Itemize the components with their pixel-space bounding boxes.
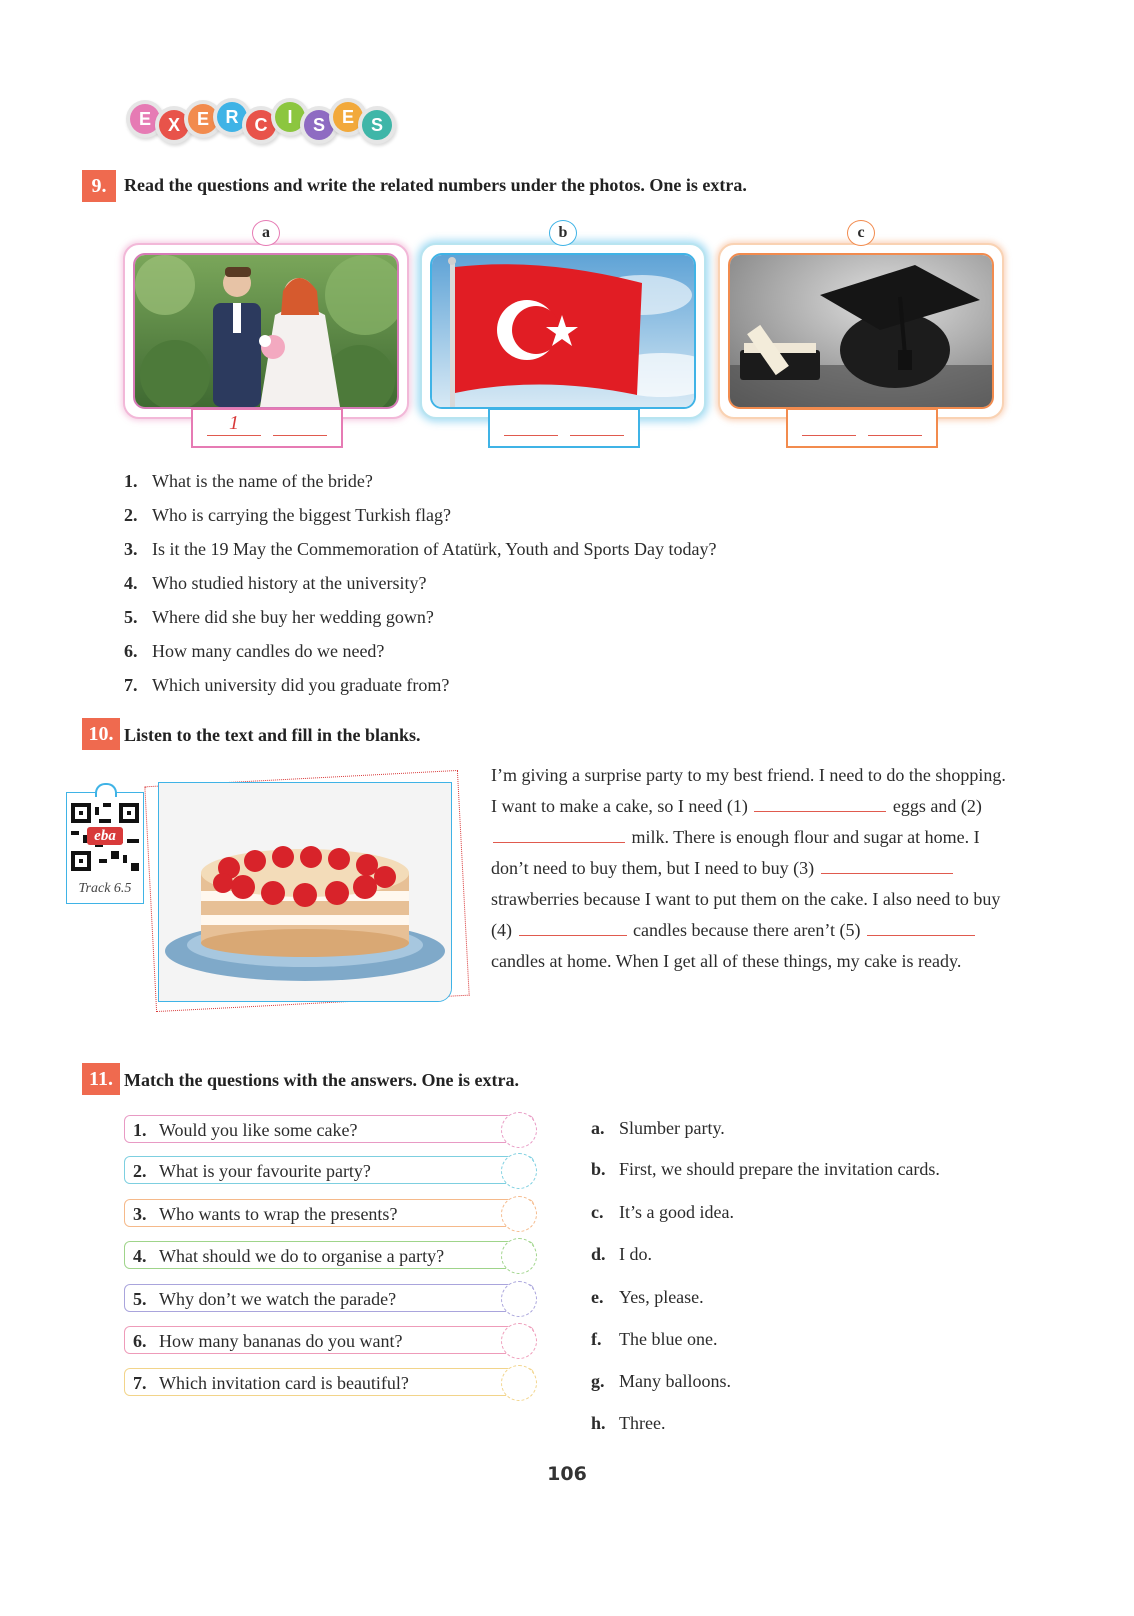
question-number: 3. [133,1204,147,1224]
list-item [124,603,716,637]
photo-tab-a: a [252,220,280,246]
question-text: Why don’t we watch the parade? [159,1289,397,1309]
match-answer-g [591,1371,731,1392]
match-question-6 [124,1326,534,1354]
question-text: Is it the 19 May the Commemoration of Atatürk, Youth and Sports Day today? [152,539,717,559]
question-text: How many bananas do you want? [159,1331,403,1351]
answer-letter: f. [591,1329,602,1349]
answer-box-c[interactable] [786,408,938,448]
answer-blank-a2[interactable] [273,435,327,436]
match-answer-a [591,1118,725,1139]
answer-letter: a. [591,1118,605,1138]
wedding-photo [133,253,399,409]
exercise-10-text [491,760,1011,977]
photo-card-b [420,243,706,419]
photo-card-c [718,243,1004,419]
exercise-10-title: Listen to the text and fill in the blanks. [124,725,421,745]
qr-code-card[interactable] [66,792,144,904]
cake-photo [158,782,452,1002]
blank-2[interactable] [493,826,625,843]
answer-circle-6[interactable] [501,1323,537,1359]
title-letter: E [188,104,218,134]
blank-3[interactable] [821,857,953,874]
match-answer-e [591,1287,704,1308]
answer-text: First, we should prepare the invitation cards. [619,1159,940,1179]
match-question-1 [124,1115,534,1143]
question-text: What should we do to organise a party? [159,1246,445,1266]
list-item [124,569,716,603]
list-item [124,467,716,501]
answer-letter: c. [591,1202,604,1222]
question-text: Which invitation card is beautiful? [159,1373,409,1393]
answer-text: Many balloons. [619,1371,731,1391]
exercise-9-title: Read the questions and write the related numbers under the photos. One is extra. [124,175,747,195]
question-text: What is the name of the bride? [152,471,373,491]
question-number: 4. [124,573,138,593]
answer-text: I do. [619,1244,652,1264]
answer-letter: d. [591,1244,606,1264]
answer-blank-c1[interactable] [802,435,856,436]
answer-value-a: 1 [229,412,239,434]
match-answer-b [591,1159,940,1180]
match-question-2 [124,1156,534,1184]
track-label: Track 6.5 [78,881,132,896]
answer-letter: b. [591,1159,606,1179]
answer-letter: g. [591,1371,605,1391]
match-answer-f [591,1329,717,1350]
text-part: strawberries because I want to put them on the cake. I also need to buy (4) [491,889,1001,940]
text-part: candles because there aren’t (5) [633,920,861,940]
text-part: milk. There is enough flour and sugar at home. I don’t need to buy them, but I need to buy (3) [491,827,980,878]
answer-text: Yes, please. [619,1287,704,1307]
question-number: 2. [124,505,138,525]
question-text: Which university did you graduate from? [152,675,450,695]
photo-tab-c: c [847,220,875,246]
title-letter: S [362,110,392,140]
text-part: candles at home. When I get all of these things, my cake is ready. [491,951,962,971]
question-number: 6. [124,641,138,661]
question-number: 3. [124,539,138,559]
question-text: How many candles do we need? [152,641,385,661]
answer-circle-2[interactable] [501,1153,537,1189]
answer-circle-1[interactable] [501,1112,537,1148]
answer-blank-b2[interactable] [570,435,624,436]
answer-circle-5[interactable] [501,1281,537,1317]
list-item [124,501,716,535]
answer-blank-c2[interactable] [868,435,922,436]
match-question-5 [124,1284,534,1312]
photo-tab-b: b [549,220,577,246]
answer-letter: e. [591,1287,604,1307]
photo-card-a [123,243,409,419]
answer-text: Slumber party. [619,1118,725,1138]
page-number: 106 [547,1463,587,1485]
answer-box-a[interactable] [191,408,343,448]
match-answer-h [591,1413,665,1434]
question-number: 7. [133,1373,147,1393]
blank-4[interactable] [519,919,627,936]
answer-blank-a1[interactable] [207,435,261,436]
question-number: 4. [133,1246,147,1266]
question-text: Who wants to wrap the presents? [159,1204,398,1224]
turkish-flag-photo [430,253,696,409]
answer-text: It’s a good idea. [619,1202,734,1222]
question-number: 6. [133,1331,147,1351]
list-item [124,535,716,569]
exercise-9-questions [124,467,716,705]
answer-box-b[interactable] [488,408,640,448]
title-letter: I [275,102,305,132]
match-question-3 [124,1199,534,1227]
answer-text: Three. [619,1413,666,1433]
title-letter: E [333,102,363,132]
answer-blank-b1[interactable] [504,435,558,436]
exercise-10-number: 10. [82,718,120,750]
text-part: eggs and (2) [892,796,982,816]
question-number: 7. [124,675,138,695]
question-text: Would you like some cake? [159,1120,358,1140]
question-number: 5. [124,607,138,627]
graduation-photo [728,253,994,409]
answer-circle-3[interactable] [501,1196,537,1232]
exercise-9-number: 9. [82,170,116,202]
match-answer-c [591,1202,734,1223]
question-text: Where did she buy her wedding gown? [152,607,434,627]
exercise-11-number: 11. [82,1063,120,1095]
headphones-icon [95,783,117,797]
answer-text: The blue one. [619,1329,718,1349]
answer-circle-7[interactable] [501,1365,537,1401]
eba-logo: eba [87,827,123,845]
blank-1[interactable] [754,795,886,812]
text-part: I’m giving a surprise party to my best friend. I need to do the shopping. I want to make a cake, so I need (1) [491,765,1006,816]
blank-5[interactable] [867,919,975,936]
exercises-title [124,100,414,144]
title-letter: C [246,110,276,140]
match-question-7 [124,1368,534,1396]
question-number: 2. [133,1161,147,1181]
title-letter: X [159,110,189,140]
title-letter: S [304,110,334,140]
title-letter: E [130,104,160,134]
match-question-4 [124,1241,534,1269]
list-item [124,637,716,671]
question-text: What is your favourite party? [159,1161,371,1181]
question-text: Who studied history at the university? [152,573,427,593]
answer-letter: h. [591,1413,606,1433]
list-item [124,671,716,705]
match-answer-d [591,1244,652,1265]
answer-circle-4[interactable] [501,1238,537,1274]
question-text: Who is carrying the biggest Turkish flag? [152,505,451,525]
question-number: 1. [124,471,138,491]
question-number: 5. [133,1289,147,1309]
exercise-11-title: Match the questions with the answers. One is extra. [124,1070,519,1090]
question-number: 1. [133,1120,147,1140]
title-letter: R [217,102,247,132]
